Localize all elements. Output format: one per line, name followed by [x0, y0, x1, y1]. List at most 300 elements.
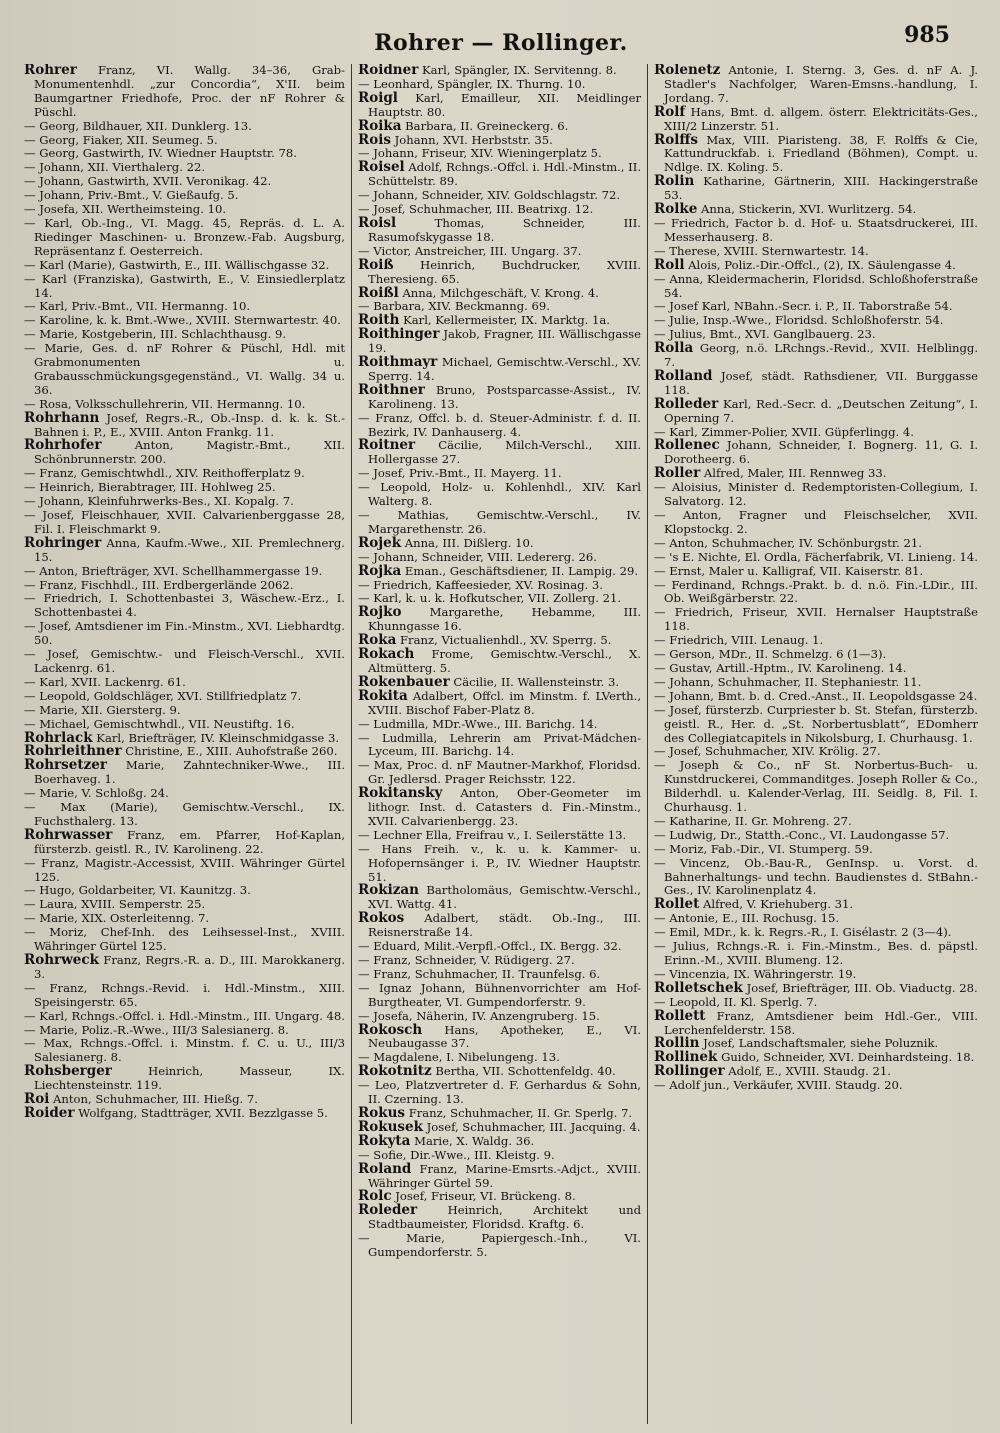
entry-text: Adolf, Rchngs.-Offcl. i. Hdl.-Minstm., II. Schüttelstr. 89. — [368, 160, 642, 189]
directory-entry — [358, 968, 641, 982]
entry-text: Alfred, Maler, III. Rennweg 33. — [703, 466, 887, 481]
entry-text: — Leo, Platzvertreter d. F. Gerhardus & Sohn, II. Czerning. 13. — [358, 1078, 641, 1107]
directory-entry — [358, 718, 641, 732]
directory-entry — [654, 606, 978, 634]
directory-entry — [654, 1007, 978, 1038]
entry-text: Barbara, II. Greineckerg. 6. — [405, 118, 569, 133]
directory-entry — [654, 314, 978, 328]
entry-surname: Rohrsetzer — [24, 757, 107, 774]
entry-text: Heinrich, Architekt und Stadtbaumeister, Floridsd. Kraftg. 6. — [368, 1203, 641, 1232]
directory-entry — [24, 579, 345, 593]
directory-entry — [24, 217, 345, 259]
entry-surname: Rokos — [358, 910, 405, 927]
entry-text: — Julius, Rchngs.-R. i. Fin.-Minstm., Bes. d. päpstl. Erinn.-M., XVIII. Blumeng. 12. — [654, 939, 978, 967]
entry-surname: Rollin — [654, 1035, 700, 1052]
entry-text: — Johann, XII. Vierthalerg. 22. — [24, 160, 206, 175]
directory-entry — [358, 1160, 641, 1191]
entry-text: — Gerson, MDr., II. Schmelzg. 6 (1—3). — [654, 647, 887, 662]
directory-entry — [358, 687, 641, 718]
entry-surname: Rolin — [654, 173, 695, 190]
directory-entry — [24, 439, 345, 467]
entry-text: — Marie, Papiergesch.-Inh., VI. Gumpendorferstr. 5. — [358, 1231, 641, 1260]
entry-text: Josef, Landschaftsmaler, siehe Poluznik. — [703, 1036, 939, 1051]
entry-surname: Rohrlack — [24, 729, 93, 746]
directory-entry — [358, 759, 641, 787]
directory-entry — [24, 175, 345, 189]
directory-entry — [654, 1079, 978, 1093]
directory-entry — [24, 565, 345, 579]
entry-text: — Josefa, XII. Wertheimsteing. 10. — [24, 202, 227, 217]
entry-text: — Josef, Schuhmacher, III. Beatrixg. 12. — [358, 202, 594, 217]
directory-entry — [654, 342, 978, 370]
entry-text: Anton, Ober-Geometer im lithogr. Inst. d. Catasters d. Fin.-Minstm., XVII. Calvarienbergg. 23. — [368, 786, 641, 828]
entry-text: — Josef, Priv.-Bmt., II. Mayerg. 11. — [358, 466, 562, 481]
directory-entry — [24, 926, 345, 954]
entry-surname: Roika — [358, 117, 402, 134]
entry-text: — Marie, V. Schloßg. 24. — [24, 786, 169, 801]
entry-surname: Rolletschek — [654, 979, 743, 996]
entry-text: — Julie, Insp.-Wwe., Floridsd. Schloßhoferstr. 54. — [654, 313, 944, 328]
directory-entry — [24, 898, 345, 912]
entry-text: Michael, Gemischtw.-Verschl., XV. Sperrg. 14. — [368, 355, 641, 383]
entry-surname: Rojka — [358, 562, 402, 579]
entry-surname: Roidner — [358, 64, 419, 78]
directory-entry — [654, 551, 978, 565]
entry-surname: Roll — [654, 256, 685, 273]
directory-entry — [654, 467, 978, 481]
entry-surname: Rolke — [654, 201, 698, 218]
entry-text: — Julius, Bmt., XVI. Ganglbauerg. 23. — [654, 327, 876, 342]
entry-text: — Johann, Bmt. b. d. Cred.-Anst., II. Leopoldsgasse 24. — [654, 688, 978, 703]
directory-entry — [654, 103, 978, 134]
entry-surname: Roithmayr — [358, 354, 438, 371]
directory-entry — [654, 217, 978, 245]
directory-entry — [358, 648, 641, 676]
entry-text: — Friedrich, I. Schottenbastei 3, Wäschew.-Erz., I. Schottenbastei 4. — [24, 591, 345, 620]
entry-surname: Rollet — [654, 896, 700, 913]
directory-entry — [24, 857, 345, 885]
directory-entry — [24, 690, 345, 704]
directory-entry — [24, 982, 345, 1010]
entry-surname: Rolleder — [654, 395, 719, 412]
directory-entry — [358, 1132, 641, 1149]
entry-surname: Rohrer — [24, 64, 77, 78]
directory-entry — [24, 147, 345, 161]
entry-text: — Karl, Zimmer-Polier, XVII. Güpferlingg. 4. — [654, 424, 914, 439]
entry-text: — Karl (Franziska), Gastwirth, E., V. Einsiedlerplatz 14. — [24, 271, 345, 300]
entry-text: Franz, Victualienhdl., XV. Sperrg. 5. — [400, 633, 612, 648]
entry-text: — Marie, Ges. d. nF Rohrer & Püschl, Hdl. mit Grabmonumenten u. Grabausschmückungsgegenständ., VI. Wallg. 34 u. 36. — [24, 341, 345, 397]
entry-surname: Rokus — [358, 1104, 405, 1121]
entry-surname: Roitner — [358, 437, 416, 454]
directory-entry — [654, 843, 978, 857]
directory-entry — [654, 676, 978, 690]
entry-surname: Rollinger — [654, 1063, 725, 1080]
directory-entry — [24, 64, 345, 120]
entry-text: — Josef, Schuhmacher, XIV. Krölig. 27. — [654, 744, 881, 759]
directory-entry — [24, 1104, 345, 1121]
entry-text: — Josef Karl, NBahn.-Secr. i. P., II. Taborstraße 54. — [654, 299, 953, 314]
entry-text: Karl, Spängler, IX. Servitenng. 8. — [422, 64, 617, 77]
column-1 — [18, 64, 352, 1424]
directory-entry — [358, 1065, 641, 1079]
directory-entry — [358, 78, 641, 92]
directory-entry — [358, 467, 641, 481]
entry-surname: Rohrweck — [24, 952, 99, 968]
entry-text: Karl, Kellermeister, IX. Marktg. 1a. — [403, 313, 610, 328]
entry-text: — Franz, Gemischtwhdl., XIV. Reithofferplatz 9. — [24, 466, 305, 481]
entry-surname: Rokach — [358, 646, 415, 663]
entry-text: — Josef, Gemischtw.- und Fleisch-Verschl., XVII. Lackenrg. 61. — [24, 647, 345, 675]
entry-surname: Roller — [654, 465, 701, 482]
directory-entry — [24, 787, 345, 801]
entry-surname: Rolla — [654, 340, 694, 357]
entry-text: — Ludwig, Dr., Statth.-Conc., VI. Laudongasse 57. — [654, 827, 950, 842]
directory-entry — [654, 1065, 978, 1079]
entry-text: — Karl (Marie), Gastwirth, E., III. Wällischgasse 32. — [24, 257, 330, 272]
directory-entry — [24, 1037, 345, 1065]
directory-entry — [358, 954, 641, 968]
entry-text: Franz, Regrs.-R. a. D., III. Marokkanerg. 3. — [34, 953, 346, 981]
directory-entry — [654, 537, 978, 551]
entry-surname: Rollenec — [654, 437, 720, 454]
directory-entry — [654, 509, 978, 537]
entry-text: — Emil, MDr., k. k. Regrs.-R., I. Gisélastr. 2 (3—4). — [654, 925, 952, 940]
entry-text: — Johann, Priv.-Bmt., V. Gießaufg. 5. — [24, 188, 239, 203]
directory-entry — [654, 395, 979, 426]
entry-surname: Roisl — [358, 214, 397, 231]
entry-text: — Ernst, Maler u. Kalligraf, VII. Kaiserstr. 81. — [654, 563, 924, 578]
directory-entry — [654, 857, 978, 899]
entry-text: — Karl, k. u. k. Hofkutscher, VII. Zollerg. 21. — [358, 591, 622, 606]
directory-entry — [24, 884, 345, 898]
entry-text: — Rosa, Volksschullehrerin, VII. Hermanng. 10. — [24, 396, 306, 411]
directory-entry — [654, 367, 979, 398]
entry-text: — Michael, Gemischtwhdl., VII. Neustiftg. 16. — [24, 716, 295, 731]
directory-entry — [654, 64, 978, 106]
entry-text: Georg, n.ö. LRchngs.-Revid., XVII. Helblingg. 7. — [664, 341, 979, 370]
directory-entry — [24, 620, 345, 648]
directory-entry — [654, 273, 978, 301]
entry-text: Cäcilie, Milch-Verschl., XIII. Hollergasse 27. — [368, 438, 642, 467]
directory-entry — [654, 829, 978, 843]
entry-text: — Ludmilla, MDr.-Wwe., III. Barichg. 14. — [358, 716, 598, 731]
entry-text: Franz, Amtsdiener beim Hdl.-Ger., VIII. Lerchenfelderstr. 158. — [664, 1008, 978, 1037]
directory-entry — [24, 120, 345, 134]
entry-surname: Rokenbauer — [358, 673, 450, 690]
entry-text: Johann, XVI. Herbststr. 35. — [394, 132, 553, 147]
directory-entry — [24, 328, 345, 342]
entry-text: — Joseph & Co., nF St. Norbertus-Buch- u. Kunstdruckerei, Commanditges. Joseph Roller & Co., Bilderhdl. u. Kalender-Verlag, III. Seidlg. 8, Fil. I. Churhausg. 1. — [654, 758, 978, 815]
directory-entry — [654, 300, 978, 314]
entry-text: — Karl, Priv.-Bmt., VII. Hermanng. 10. — [24, 299, 251, 314]
entry-text: — Friedrich, Friseur, XVII. Hernalser Hauptstraße 118. — [654, 605, 978, 634]
entry-text: — Max (Marie), Gemischtw.-Verschl., IX. Fuchsthalerg. 13. — [24, 800, 345, 828]
page-number: 985 — [904, 22, 950, 48]
directory-entry — [24, 912, 345, 926]
entry-text: — Johann, Friseur, XIV. Wieningerplatz 5. — [358, 146, 602, 161]
directory-entry — [24, 1010, 345, 1024]
entry-text: — Ludmilla, Lehrerin am Privat-Mädchen-Lyceum, III. Barichg. 14. — [358, 730, 641, 759]
directory-entry — [654, 439, 978, 467]
entry-text: — Hans Freih. v., k. u. k. Kammer- u. Hofopernsänger i. P., IV. Wiedner Hauptstr. 51. — [358, 841, 641, 884]
directory-entry — [654, 940, 978, 968]
entry-text: — Leopold, II. Kl. Sperlg. 7. — [654, 994, 818, 1009]
directory-entry — [358, 1204, 641, 1232]
entry-text: Anton, Magistr.-Bmt., XII. Schönbrunnerstr. 200. — [34, 438, 345, 467]
entry-text: — 's E. Nichte, El. Ordla, Fächerfabrik, VI. Linieng. 14. — [654, 549, 978, 564]
directory-entry — [358, 606, 641, 634]
entry-text: — Karl, XVII. Lackenrg. 61. — [24, 674, 186, 689]
entry-surname: Roißl — [358, 284, 399, 301]
entry-text: Margarethe, Hebamme, III. Khunngasse 16. — [368, 605, 642, 634]
entry-surname: Rokita — [358, 687, 408, 704]
directory-entry — [358, 787, 641, 829]
directory-entry — [654, 175, 978, 203]
entry-text: Josef, Friseur, VI. Brückeng. 8. — [395, 1189, 576, 1204]
entry-text: Katharine, Gärtnerin, XIII. Hackingerstraße 53. — [664, 174, 978, 203]
directory-entry — [654, 690, 978, 704]
entry-text: Johann, Schneider, I. Bognerg. 11, G. I. Dorotheerg. 6. — [664, 438, 979, 467]
entry-text: Franz, Marine-Emsrts.-Adjct., XVIII. Währinger Gürtel 59. — [368, 1161, 641, 1190]
directory-entry — [358, 131, 641, 148]
directory-entry — [654, 648, 978, 662]
entry-text: Franz, VI. Wallg. 34–36, Grab-Monumentenhdl. „zur Concordia“, X'II. beim Baumgartner Friedhofe, Proc. der nF Rohrer & Püschl. — [34, 64, 345, 119]
entry-text: Alfred, V. Kriehuberg. 31. — [703, 897, 854, 912]
entry-text: Alois, Poliz.-Dir.-Offcl., (2), IX. Säulengasse 4. — [688, 257, 956, 272]
directory-entry — [358, 940, 641, 954]
entry-text: — Victor, Anstreicher, III. Ungarg. 37. — [358, 243, 582, 258]
entry-text: Hans, Bmt. d. allgem. österr. Elektricitäts-Ges., XIII/2 Linzerstr. 51. — [664, 104, 978, 133]
directory-entry — [654, 912, 978, 926]
entry-surname: Rolenetz — [654, 64, 721, 78]
directory-entry — [358, 562, 641, 579]
entry-text: — Mathias, Gemischtw.-Verschl., IV. Margarethenstr. 26. — [358, 508, 641, 536]
entry-text: — Anna, Kleidermacherin, Floridsd. Schloßhoferstraße 54. — [654, 271, 978, 300]
entry-text: Heinrich, Buchdrucker, XVIII. Theresieng. 65. — [368, 257, 641, 286]
directory-entry — [24, 648, 345, 676]
entry-text: — Max, Proc. d. nF Mautner-Markhof, Floridsd. Gr. Jedlersd. Prager Reichsstr. 122. — [358, 758, 641, 787]
entry-text: — Sofie, Dir.-Wwe., III. Kleistg. 9. — [358, 1147, 555, 1162]
entry-text: — Friedrich, VIII. Lenaug. 1. — [654, 633, 824, 648]
entry-text: — Johann, Kleinfuhrwerks-Bes., XI. Kopalg. 7. — [24, 494, 294, 509]
directory-entry — [24, 314, 345, 328]
directory-entry — [24, 826, 346, 857]
directory-entry — [24, 203, 345, 217]
directory-entry — [654, 979, 978, 996]
directory-entry — [358, 534, 641, 551]
directory-entry — [24, 300, 345, 314]
entry-text: — Ferdinand, Rchngs.-Prakt. b. d. n.ö. Fin.-LDir., III. Ob. Weißgärberstr. 22. — [654, 577, 978, 606]
entry-text: Josef, Briefträger, III. Ob. Viaductg. 28. — [746, 980, 978, 995]
entry-text: Anna, III. Dißlerg. 10. — [404, 535, 534, 550]
entry-surname: Rojek — [358, 534, 402, 551]
directory-entry — [654, 634, 978, 648]
entry-surname: Rokyta — [358, 1132, 411, 1149]
column-3 — [648, 64, 984, 1424]
entry-text: — Therese, XVIII. Sternwartestr. 14. — [654, 243, 869, 258]
directory-entry — [24, 676, 345, 690]
entry-text: Adalbert, städt. Ob.-Ing., III. Reisnerstraße 14. — [368, 911, 641, 940]
entry-text: Jakob, Fragner, III. Wällischgasse 19. — [368, 327, 641, 356]
entry-text: — Hugo, Goldarbeiter, VI. Kaunitzg. 3. — [24, 883, 251, 898]
directory-entry — [358, 1021, 641, 1052]
entry-text: Heinrich, Masseur, IX. Liechtensteinstr. 119. — [34, 1064, 345, 1093]
entry-text: — Franz, Rchngs.-Revid. i. Hdl.-Minstm., XIII. Speisingerstr. 65. — [24, 980, 345, 1009]
entry-text: Hans, Apotheker, E., VI. Neubaugasse 37. — [368, 1022, 641, 1051]
entry-text: — Barbara, XIV. Beckmanng. 69. — [358, 299, 550, 314]
entry-surname: Roka — [358, 632, 397, 649]
entry-surname: Rohringer — [24, 534, 102, 551]
entry-text: — Ignaz Johann, Bühnenvorrichter am Hof-Burgtheater, VI. Gumpendorferstr. 9. — [358, 980, 641, 1009]
directory-entry — [358, 117, 641, 134]
entry-surname: Rohrleithner — [24, 743, 122, 760]
directory-entry — [358, 1079, 641, 1107]
entry-text: — Johann, Schuhmacher, II. Stephaniestr. 11. — [654, 674, 922, 689]
entry-text: — Anton, Fragner und Fleischselcher, XVII. Klopstockg. 2. — [654, 508, 978, 536]
entry-surname: Roiß — [358, 256, 394, 273]
directory-entry — [24, 189, 345, 203]
entry-text: Wolfgang, Stadtträger, XVII. Bezzlgasse 5. — [78, 1105, 328, 1120]
entry-text: — Johann, Gastwirth, XVII. Veronikag. 42. — [24, 174, 272, 189]
entry-text: — Georg, Gastwirth, IV. Wiedner Hauptstr. 78. — [24, 146, 297, 161]
entry-surname: Rolffs — [654, 131, 699, 148]
entry-surname: Roigl — [358, 89, 398, 106]
directory-entry — [358, 189, 641, 203]
directory-entry — [24, 759, 345, 787]
entry-text: Thomas, Schneider, III. Rasumofskygasse 18. — [368, 215, 641, 244]
entry-text: Marie, X. Waldg. 36. — [414, 1133, 535, 1148]
entry-text: — Franz, Fischhdl., III. Erdbergerlände 2062. — [24, 577, 294, 592]
entry-surname: Rolf — [654, 103, 686, 120]
directory-entry — [358, 203, 641, 217]
directory-entry — [24, 409, 346, 440]
entry-text: — Moriz, Chef-Inh. des Leihsessel-Inst., XVIII. Währinger Gürtel 125. — [24, 925, 345, 954]
entry-surname: Roithinger — [358, 326, 440, 343]
columns — [18, 64, 984, 1424]
directory-entry — [358, 509, 641, 537]
page-title: Rohrer — Rollinger. — [374, 30, 628, 56]
entry-surname: Rollinek — [654, 1049, 718, 1066]
entry-surname: Rokotnitz — [358, 1063, 432, 1080]
entry-surname: Rohrhann — [24, 409, 100, 426]
entry-surname: Rohrhofer — [24, 437, 102, 454]
entry-text: — Antonie, E., III. Rochusg. 15. — [654, 911, 840, 926]
entry-text: — Franz, Schuhmacher, II. Traunfelsg. 6. — [358, 966, 601, 981]
directory-entry — [24, 342, 345, 398]
directory-entry — [358, 284, 641, 301]
entry-text: — Katharine, II. Gr. Mohreng. 27. — [654, 813, 852, 828]
directory-entry — [654, 704, 978, 746]
entry-text: Anton, Schuhmacher, III. Hießg. 7. — [53, 1092, 258, 1107]
directory-entry — [24, 161, 345, 175]
entry-text: — Leonhard, Spängler, IX. Thurng. 10. — [358, 76, 586, 91]
entry-surname: Rohrwasser — [24, 826, 113, 843]
entry-text: — Friedrich, Factor b. d. Hof- u. Staatsdruckerei, III. Messerhauserg. 8. — [654, 215, 978, 244]
directory-entry — [654, 245, 978, 259]
entry-text: — Leopold, Holz- u. Kohlenhdl., XIV. Karl Walterg. 8. — [358, 480, 641, 509]
directory-entry — [654, 256, 978, 273]
entry-surname: Roleder — [358, 1202, 418, 1219]
entry-text: — Marie, Kostgeberin, III. Schlachthausg. 9. — [24, 327, 287, 342]
entry-text: Max, VIII. Piaristeng. 38, F. Rolffs & Cie, Kattundruckfab. i. Friedland (Böhmen), Compt. u. Ndlge. IX. Koling. 5. — [664, 132, 979, 175]
entry-text: Franz, Schuhmacher, II. Gr. Sperlg. 7. — [408, 1105, 633, 1120]
entry-surname: Rokitansky — [358, 785, 443, 802]
entry-text: Guido, Schneider, XVI. Deinhardsteing. 18. — [721, 1050, 975, 1065]
directory-entry — [24, 1065, 345, 1093]
entry-text: Karl, Emailleur, XII. Meidlinger Hauptstr. 80. — [368, 90, 641, 119]
entry-text: Bartholomäus, Gemischtw.-Verschl., XVI. Wattg. 41. — [368, 883, 641, 912]
entry-surname: Roisel — [358, 159, 405, 176]
entry-text: — Anton, Briefträger, XVI. Schellhammergasse 19. — [24, 563, 323, 578]
directory-entry — [654, 745, 978, 759]
directory-entry — [358, 245, 641, 259]
entry-text: — Vincenzia, IX. Währingerstr. 19. — [654, 966, 857, 981]
directory-entry — [358, 1232, 641, 1260]
entry-text: Karl, Red.-Secr. d. „Deutschen Zeitung“, I. Operning 7. — [664, 396, 979, 425]
entry-surname: Rojko — [358, 604, 402, 621]
entry-text: — Franz, Magistr.-Accessist, XVIII. Währinger Gürtel 125. — [24, 855, 345, 884]
directory-entry — [358, 412, 641, 440]
entry-text: — Aloisius, Minister d. Redemptoristen-Collegium, I. Salvatorg. 12. — [654, 480, 978, 509]
entry-surname: Rois — [358, 131, 391, 148]
entry-surname: Roider — [24, 1104, 75, 1121]
entry-text: — Josef, Fleischhauer, XVII. Calvarienberggasse 28, Fil. I. Fleischmarkt 9. — [24, 508, 345, 536]
column-2 — [352, 64, 648, 1424]
entry-text: — Georg, Bildhauer, XII. Dunklerg. 13. — [24, 118, 252, 133]
directory-entry — [358, 89, 641, 120]
entry-text: Josef, Schuhmacher, III. Jacquing. 4. — [426, 1119, 641, 1134]
entry-surname: Roithner — [358, 381, 425, 398]
directory-entry — [24, 273, 345, 301]
entry-surname: Roi — [24, 1091, 50, 1108]
entry-text: — Magdalene, I. Nibelungeng. 13. — [358, 1050, 560, 1065]
entry-text: — Josef, Amtsdiener im Fin.-Minstm., XVI. Liebhardtg. 50. — [24, 619, 345, 648]
entry-text: — Johann, Schneider, VIII. Ledererg. 26. — [358, 549, 597, 564]
directory-entry — [358, 829, 641, 843]
directory-entry — [654, 481, 978, 509]
entry-surname: Rolland — [654, 367, 713, 384]
directory-entry — [24, 259, 345, 273]
directory-entry — [24, 134, 345, 148]
entry-surname: Roland — [358, 1160, 412, 1177]
entry-text: Anna, Stickerin, XVI. Wurlitzerg. 54. — [700, 202, 917, 217]
directory-entry — [358, 982, 641, 1010]
directory-entry — [654, 203, 978, 217]
directory-entry — [358, 481, 641, 509]
directory-entry — [24, 467, 345, 481]
entry-text: Christine, E., XIII. Auhofstraße 260. — [125, 744, 338, 759]
entry-surname: Rolc — [358, 1188, 392, 1205]
entry-text: Bruno, Postsparcasse-Assist., IV. Karolineng. 13. — [368, 382, 642, 411]
entry-text: — Lechner Ella, Freifrau v., I. Seilerstätte 13. — [358, 827, 627, 842]
entry-text: Antonie, I. Sterng. 3, Ges. d. nF A. J. Stadler's Nachfolger, Waren-Emsns.-handlung, I. Jordang. 7. — [664, 64, 978, 105]
directory-entry — [358, 381, 642, 412]
entry-text: — Laura, XVIII. Semperstr. 25. — [24, 897, 206, 912]
entry-text: — Anton, Schuhmacher, IV. Schönburgstr. 21. — [654, 535, 922, 550]
directory-entry — [654, 662, 978, 676]
entry-surname: Rollett — [654, 1007, 706, 1024]
entry-text: Josef, städt. Rathsdiener, VII. Burggasse 118. — [664, 368, 979, 397]
entry-text: — Eduard, Milit.-Verpfl.-Offcl., IX. Bergg. 32. — [358, 939, 622, 954]
entry-text: Eman., Geschäftsdiener, II. Lampig. 29. — [404, 563, 639, 578]
directory-entry — [24, 481, 345, 495]
entry-text: Adolf, E., XVIII. Staudg. 21. — [728, 1064, 891, 1079]
entry-surname: Roith — [358, 312, 400, 329]
directory-entry — [358, 356, 641, 384]
entry-text: — Marie, Poliz.-R.-Wwe., III/3 Salesianerg. 8. — [24, 1022, 289, 1037]
directory-entry — [358, 843, 641, 885]
